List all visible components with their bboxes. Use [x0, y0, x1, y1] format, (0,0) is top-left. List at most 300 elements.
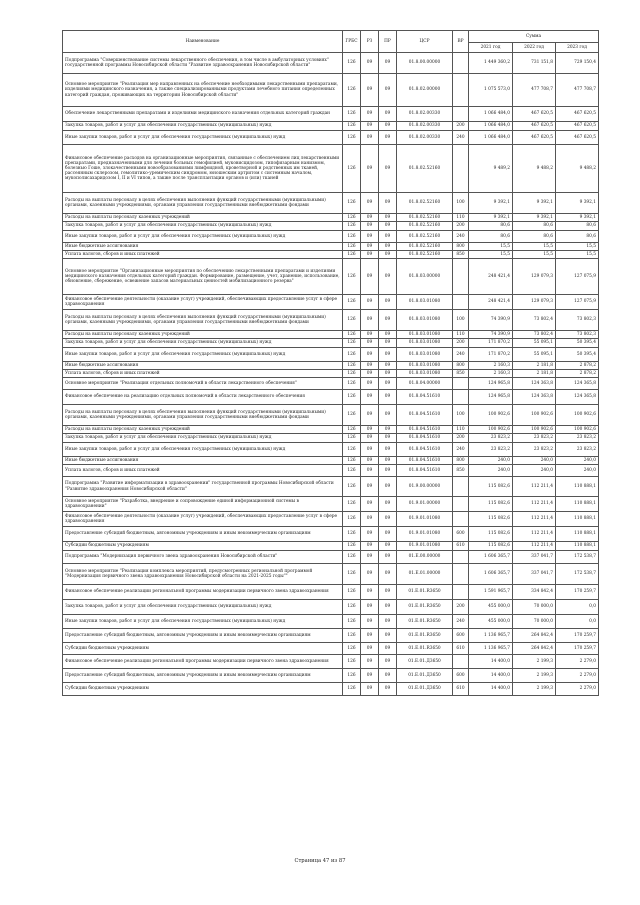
row-vr: 850	[453, 251, 469, 259]
row-grbs: 126	[343, 378, 361, 390]
row-sum-2021: 1 066 484,0	[469, 122, 513, 131]
row-grbs: 126	[343, 527, 361, 542]
row-csr: 01.8.04.51610	[397, 405, 453, 426]
row-name: Иные закупки товаров, работ и услуг для обеспечения государственных (муниципальных) нужд	[63, 131, 343, 145]
row-csr: 01.8.03.01080	[397, 310, 453, 331]
row-grbs: 126	[343, 131, 361, 145]
row-sum-2022: 55 095,1	[513, 339, 556, 348]
row-sum-2023: 729 150,4	[556, 53, 599, 74]
table-row	[63, 465, 599, 477]
row-vr	[453, 512, 469, 527]
row-csr: 01.8.03.01080	[397, 295, 453, 310]
col-header-vr: ВР	[453, 31, 469, 53]
row-sum-2021: 1 136 965,7	[469, 643, 513, 655]
row-rz: 09	[361, 53, 379, 74]
table-row	[63, 310, 599, 331]
row-pr: 09	[379, 655, 397, 669]
row-sum-2023: 0,0	[556, 615, 599, 629]
row-rz: 09	[361, 259, 379, 295]
row-csr: 01.Е.01.R3650	[397, 600, 453, 615]
row-grbs: 126	[343, 615, 361, 629]
row-sum-2021: 124 965,8	[469, 378, 513, 390]
table-row	[63, 477, 599, 497]
row-name: Расходы на выплаты персоналу в целях обеспечения выполнения функций государственными (муниципальными) органами, казенными учреждениями, органами управления государственными внебюджетными фондами	[63, 310, 343, 331]
row-sum-2022: 477 708,7	[513, 74, 556, 107]
row-csr: 01.8.02.52160	[397, 231, 453, 243]
row-vr	[453, 477, 469, 497]
row-csr: 01.8.03.01080	[397, 348, 453, 362]
row-sum-2021: 80,6	[469, 231, 513, 243]
row-sum-2023: 467 620,5	[556, 107, 599, 122]
row-name: Основное мероприятие "Организационные мероприятия по обеспечению лекарственными препаратами и изделиями медицинского назначения отдельных категорий граждан. Формирование, размещение, учет, хранение, использование, обновление, сбережение, освежение запасов материальных ценностей мобилизационного резерва"	[63, 259, 343, 295]
table-row	[63, 542, 599, 551]
row-sum-2021: 115 082,6	[469, 512, 513, 527]
row-sum-2022: 467 620,5	[513, 122, 556, 131]
table-row	[63, 405, 599, 426]
row-sum-2023: 110 888,1	[556, 497, 599, 512]
row-sum-2023: 240,0	[556, 457, 599, 465]
row-rz: 09	[361, 542, 379, 551]
row-grbs: 126	[343, 434, 361, 443]
row-sum-2022: 112 211,4	[513, 497, 556, 512]
table-row	[63, 457, 599, 465]
row-csr: 01.9.01.00000	[397, 497, 453, 512]
row-sum-2021: 23 823,2	[469, 443, 513, 457]
row-sum-2022: 467 620,5	[513, 107, 556, 122]
row-rz: 09	[361, 390, 379, 405]
row-sum-2021: 14 400,0	[469, 683, 513, 696]
row-csr: 01.9.00.00000	[397, 477, 453, 497]
row-grbs: 126	[343, 310, 361, 331]
row-pr: 09	[379, 362, 397, 370]
row-csr: 01.8.03.01080	[397, 370, 453, 378]
row-rz: 09	[361, 643, 379, 655]
row-rz: 09	[361, 512, 379, 527]
row-sum-2023: 467 620,5	[556, 122, 599, 131]
row-grbs: 126	[343, 251, 361, 259]
row-vr: 800	[453, 243, 469, 251]
row-pr: 09	[379, 145, 397, 193]
row-sum-2022: 334 842,4	[513, 585, 556, 600]
row-csr: 01.8.04.51610	[397, 390, 453, 405]
row-sum-2021: 1 075 573,0	[469, 74, 513, 107]
row-sum-2022: 112 211,4	[513, 477, 556, 497]
row-rz: 09	[361, 74, 379, 107]
table-row	[63, 527, 599, 542]
row-sum-2021: 171 870,2	[469, 339, 513, 348]
table-row	[63, 443, 599, 457]
row-pr: 09	[379, 512, 397, 527]
row-csr: 01.8.04.51610	[397, 443, 453, 457]
row-grbs: 126	[343, 465, 361, 477]
row-csr: 01.8.02.00330	[397, 122, 453, 131]
row-sum-2021: 14 400,0	[469, 669, 513, 683]
row-pr: 09	[379, 251, 397, 259]
row-vr: 800	[453, 362, 469, 370]
row-sum-2021: 1 449 360,2	[469, 53, 513, 74]
row-sum-2022: 112 211,4	[513, 512, 556, 527]
row-sum-2023: 170 259,7	[556, 585, 599, 600]
row-pr: 09	[379, 193, 397, 214]
row-csr: 01.Е.00.00000	[397, 551, 453, 564]
row-sum-2021: 23 823,2	[469, 434, 513, 443]
row-sum-2023: 172 538,7	[556, 564, 599, 585]
row-sum-2021: 1 591 965,7	[469, 585, 513, 600]
row-rz: 09	[361, 370, 379, 378]
table-row	[63, 564, 599, 585]
row-vr: 110	[453, 214, 469, 222]
row-csr: 01.8.02.00330	[397, 107, 453, 122]
row-sum-2021: 9 392,1	[469, 214, 513, 222]
row-vr: 200	[453, 339, 469, 348]
table-row	[63, 131, 599, 145]
row-sum-2021: 100 902,6	[469, 405, 513, 426]
row-sum-2022: 264 842,4	[513, 643, 556, 655]
table-row	[63, 74, 599, 107]
row-pr: 09	[379, 390, 397, 405]
row-grbs: 126	[343, 426, 361, 434]
table-body	[63, 53, 599, 696]
table-row	[63, 615, 599, 629]
row-pr: 09	[379, 564, 397, 585]
row-sum-2023: 9 392,1	[556, 214, 599, 222]
row-vr	[453, 390, 469, 405]
row-grbs: 126	[343, 145, 361, 193]
row-sum-2022: 23 823,2	[513, 443, 556, 457]
row-sum-2023: 127 075,9	[556, 295, 599, 310]
row-name: Уплата налогов, сборов и иных платежей	[63, 251, 343, 259]
row-csr: 01.8.02.52160	[397, 145, 453, 193]
row-name: Финансовое обеспечение расходов на организационные мероприятия, связанные с обеспечением лиц лекарственными препаратами, предназначенными для лечения больных гемофилией, муковисцидозом, гипофизарным нанизмом, болезнью Гоше, злокачественными новообразованиями лимфоидной, кроветворной и родственных им тканей, рассеянным склерозом, гемолитико-уремическим синдромом, юношеским артритом с системным началом, мукополисахаридозом I, II и VI типов, а также после трансплантации органов и (или) тканей	[63, 145, 343, 193]
col-header-rz: РЗ	[361, 31, 379, 53]
row-sum-2022: 9 392,1	[513, 193, 556, 214]
row-grbs: 126	[343, 222, 361, 231]
row-sum-2022: 337 041,7	[513, 564, 556, 585]
row-grbs: 126	[343, 231, 361, 243]
row-rz: 09	[361, 107, 379, 122]
table-row	[63, 331, 599, 339]
row-vr: 240	[453, 231, 469, 243]
row-grbs: 126	[343, 457, 361, 465]
row-rz: 09	[361, 310, 379, 331]
row-pr: 09	[379, 214, 397, 222]
row-pr: 09	[379, 551, 397, 564]
row-csr: 01.8.02.52160	[397, 214, 453, 222]
row-vr: 600	[453, 629, 469, 643]
row-sum-2022: 73 802,4	[513, 310, 556, 331]
row-rz: 09	[361, 434, 379, 443]
row-sum-2022: 55 095,1	[513, 348, 556, 362]
row-vr	[453, 74, 469, 107]
row-sum-2022: 100 902,6	[513, 426, 556, 434]
row-pr: 09	[379, 542, 397, 551]
row-name: Расходы на выплаты персоналу казенных учреждений	[63, 331, 343, 339]
col-header-pr: ПР	[379, 31, 397, 53]
row-sum-2021: 115 082,6	[469, 542, 513, 551]
col-header-sum: Сумма	[469, 31, 599, 43]
row-csr: 01.Е.01.Д3650	[397, 683, 453, 696]
row-sum-2022: 2 199,3	[513, 669, 556, 683]
col-header-2022: 2022 год	[513, 43, 556, 53]
row-name: Подпрограмма "Совершенствование системы лекарственного обеспечения, в том числе в амбулаторных условиях" государственной программы Новосибирской области "Развитие здравоохранения Новосибирской области"	[63, 53, 343, 74]
row-sum-2023: 100 902,6	[556, 405, 599, 426]
budget-table	[62, 30, 599, 696]
row-sum-2023: 2 878,2	[556, 362, 599, 370]
col-header-2023: 2023 год	[556, 43, 599, 53]
row-csr: 01.8.03.01080	[397, 331, 453, 339]
row-csr: 01.Е.01.00000	[397, 564, 453, 585]
row-vr: 100	[453, 193, 469, 214]
page-number: Страница 47 из 87	[294, 858, 346, 864]
col-header-name: Наименование	[63, 31, 343, 53]
row-sum-2022: 129 079,3	[513, 295, 556, 310]
table-row	[63, 107, 599, 122]
row-pr: 09	[379, 74, 397, 107]
row-name: Основное мероприятие "Реализация отдельных полномочий в области лекарственного обеспечения"	[63, 378, 343, 390]
row-name: Иные закупки товаров, работ и услуг для обеспечения государственных (муниципальных) нужд	[63, 231, 343, 243]
row-sum-2021: 248 421,4	[469, 259, 513, 295]
row-sum-2023: 9 392,1	[556, 193, 599, 214]
row-pr: 09	[379, 231, 397, 243]
row-name: Закупка товаров, работ и услуг для обеспечения государственных (муниципальных) нужд	[63, 339, 343, 348]
row-rz: 09	[361, 339, 379, 348]
row-name: Основное мероприятие "Реализация комплекса мероприятий, предусмотренных региональной программой "Модернизация первичного звена здравоохранения Новосибирской области на 2021-2025 годы""	[63, 564, 343, 585]
row-sum-2022: 240,0	[513, 465, 556, 477]
row-sum-2022: 70 000,0	[513, 600, 556, 615]
row-pr: 09	[379, 370, 397, 378]
row-grbs: 126	[343, 600, 361, 615]
row-grbs: 126	[343, 551, 361, 564]
row-pr: 09	[379, 131, 397, 145]
row-pr: 09	[379, 683, 397, 696]
row-rz: 09	[361, 222, 379, 231]
row-grbs: 126	[343, 629, 361, 643]
row-vr: 610	[453, 643, 469, 655]
row-csr: 01.8.03.00000	[397, 259, 453, 295]
row-sum-2022: 2 181,8	[513, 362, 556, 370]
row-name: Финансовое обеспечение реализации региональной программы модернизации первичного звена здравоохранения	[63, 655, 343, 669]
row-vr: 240	[453, 443, 469, 457]
row-sum-2022: 112 211,4	[513, 542, 556, 551]
table-row	[63, 600, 599, 615]
row-sum-2022: 23 823,2	[513, 434, 556, 443]
row-name: Субсидии бюджетным учреждениям	[63, 542, 343, 551]
row-rz: 09	[361, 465, 379, 477]
row-name: Иные бюджетные ассигнования	[63, 457, 343, 465]
row-csr: 01.8.00.00000	[397, 53, 453, 74]
row-pr: 09	[379, 53, 397, 74]
row-rz: 09	[361, 457, 379, 465]
row-sum-2021: 74 390,9	[469, 331, 513, 339]
row-rz: 09	[361, 497, 379, 512]
row-rz: 09	[361, 629, 379, 643]
row-rz: 09	[361, 348, 379, 362]
row-sum-2023: 170 259,7	[556, 629, 599, 643]
row-sum-2021: 240,0	[469, 457, 513, 465]
row-sum-2023: 2 279,0	[556, 669, 599, 683]
row-csr: 01.8.02.00000	[397, 74, 453, 107]
row-sum-2023: 2 279,0	[556, 655, 599, 669]
row-rz: 09	[361, 131, 379, 145]
row-grbs: 126	[343, 362, 361, 370]
row-sum-2021: 1 066 484,0	[469, 131, 513, 145]
row-name: Расходы на выплаты персоналу казенных учреждений	[63, 426, 343, 434]
row-csr: 01.Е.01.R3650	[397, 615, 453, 629]
row-rz: 09	[361, 331, 379, 339]
row-sum-2021: 80,6	[469, 222, 513, 231]
row-vr: 610	[453, 683, 469, 696]
col-header-grbs: ГРБС	[343, 31, 361, 53]
row-name: Расходы на выплаты персоналу казенных учреждений	[63, 214, 343, 222]
row-rz: 09	[361, 600, 379, 615]
row-grbs: 126	[343, 370, 361, 378]
table-row	[63, 348, 599, 362]
row-vr: 240	[453, 131, 469, 145]
row-sum-2023: 23 823,2	[556, 443, 599, 457]
row-name: Расходы на выплаты персоналу в целях обеспечения выполнения функций государственными (муниципальными) органами, казенными учреждениями, органами управления государственными внебюджетными фондами	[63, 193, 343, 214]
row-sum-2023: 50 395,4	[556, 348, 599, 362]
row-name: Основное мероприятие "Реализация мер направленных на обеспечение необходимыми лекарственными препаратами, изделиями медицинского назначения, а также специализированными продуктами лечебного питания определенных категорий граждан, проживающих на территории Новосибирской области"	[63, 74, 343, 107]
row-sum-2023: 2 878,2	[556, 370, 599, 378]
row-name: Подпрограмма "Развитие информатизации в здравоохранении" государственной программы Новосибирской области "Развитие здравоохранения Новосибирской области"	[63, 477, 343, 497]
row-sum-2023: 0,0	[556, 600, 599, 615]
row-pr: 09	[379, 426, 397, 434]
row-grbs: 126	[343, 405, 361, 426]
row-pr: 09	[379, 600, 397, 615]
row-vr: 100	[453, 310, 469, 331]
row-vr: 600	[453, 669, 469, 683]
row-pr: 09	[379, 477, 397, 497]
row-sum-2023: 15,5	[556, 251, 599, 259]
row-pr: 09	[379, 443, 397, 457]
row-rz: 09	[361, 551, 379, 564]
row-name: Предоставление субсидий бюджетным, автономным учреждениям и иным некоммерческим организациям	[63, 629, 343, 643]
row-name: Подпрограмма "Модернизация первичного звена здравоохранения Новосибирской области"	[63, 551, 343, 564]
row-grbs: 126	[343, 295, 361, 310]
row-pr: 09	[379, 222, 397, 231]
row-grbs: 126	[343, 331, 361, 339]
row-grbs: 126	[343, 214, 361, 222]
row-sum-2021: 455 000,0	[469, 600, 513, 615]
table-row	[63, 231, 599, 243]
row-sum-2021: 124 965,8	[469, 390, 513, 405]
row-sum-2022: 15,5	[513, 243, 556, 251]
row-vr	[453, 107, 469, 122]
row-pr: 09	[379, 310, 397, 331]
row-sum-2022: 100 902,6	[513, 405, 556, 426]
row-sum-2021: 171 870,2	[469, 348, 513, 362]
row-name: Основное мероприятие "Разработка, внедрение и сопровождение единой информационной системы в здравоохранении"	[63, 497, 343, 512]
table-row	[63, 214, 599, 222]
table-row	[63, 669, 599, 683]
row-sum-2022: 467 620,5	[513, 131, 556, 145]
row-pr: 09	[379, 348, 397, 362]
row-vr: 200	[453, 122, 469, 131]
row-sum-2022: 80,6	[513, 231, 556, 243]
row-csr: 01.9.01.01080	[397, 512, 453, 527]
row-sum-2023: 9 488,2	[556, 145, 599, 193]
row-grbs: 126	[343, 497, 361, 512]
row-name: Иные закупки товаров, работ и услуг для обеспечения государственных (муниципальных) нужд	[63, 443, 343, 457]
row-sum-2022: 9 488,2	[513, 145, 556, 193]
row-csr: 01.9.01.01080	[397, 542, 453, 551]
row-sum-2023: 73 802,3	[556, 331, 599, 339]
row-sum-2022: 15,5	[513, 251, 556, 259]
row-pr: 09	[379, 585, 397, 600]
row-csr: 01.8.04.51610	[397, 457, 453, 465]
row-pr: 09	[379, 107, 397, 122]
row-rz: 09	[361, 655, 379, 669]
row-vr	[453, 53, 469, 74]
row-name: Уплата налогов, сборов и иных платежей	[63, 465, 343, 477]
row-sum-2022: 264 842,4	[513, 629, 556, 643]
row-csr: 01.8.03.01080	[397, 362, 453, 370]
row-grbs: 126	[343, 669, 361, 683]
row-sum-2022: 80,6	[513, 222, 556, 231]
row-sum-2022: 112 211,4	[513, 527, 556, 542]
row-rz: 09	[361, 443, 379, 457]
row-grbs: 126	[343, 542, 361, 551]
row-name: Финансовое обеспечение на реализацию отдельных полномочий в области лекарственного обеспечения	[63, 390, 343, 405]
row-rz: 09	[361, 615, 379, 629]
table-row	[63, 295, 599, 310]
row-pr: 09	[379, 331, 397, 339]
col-header-csr: ЦСР	[397, 31, 453, 53]
row-sum-2021: 15,5	[469, 243, 513, 251]
row-sum-2022: 124 363,8	[513, 390, 556, 405]
row-grbs: 126	[343, 348, 361, 362]
row-grbs: 126	[343, 122, 361, 131]
row-vr	[453, 378, 469, 390]
row-sum-2023: 15,5	[556, 243, 599, 251]
row-grbs: 126	[343, 390, 361, 405]
row-sum-2023: 110 888,1	[556, 527, 599, 542]
row-vr: 110	[453, 331, 469, 339]
row-sum-2023: 110 888,1	[556, 542, 599, 551]
row-rz: 09	[361, 295, 379, 310]
row-pr: 09	[379, 629, 397, 643]
row-sum-2023: 110 888,1	[556, 512, 599, 527]
row-sum-2023: 172 538,7	[556, 551, 599, 564]
table-row	[63, 512, 599, 527]
table-row	[63, 390, 599, 405]
row-grbs: 126	[343, 655, 361, 669]
row-name: Иные бюджетные ассигнования	[63, 243, 343, 251]
row-sum-2021: 115 082,6	[469, 497, 513, 512]
table-row	[63, 339, 599, 348]
row-sum-2023: 2 279,0	[556, 683, 599, 696]
table-row	[63, 53, 599, 74]
row-grbs: 126	[343, 643, 361, 655]
row-vr: 600	[453, 527, 469, 542]
row-grbs: 126	[343, 477, 361, 497]
row-grbs: 126	[343, 683, 361, 696]
row-pr: 09	[379, 405, 397, 426]
row-csr: 01.8.03.01080	[397, 339, 453, 348]
row-rz: 09	[361, 231, 379, 243]
row-vr	[453, 551, 469, 564]
table-row	[63, 193, 599, 214]
row-pr: 09	[379, 259, 397, 295]
row-rz: 09	[361, 251, 379, 259]
row-rz: 09	[361, 122, 379, 131]
row-grbs: 126	[343, 585, 361, 600]
row-vr: 850	[453, 465, 469, 477]
table-row	[63, 683, 599, 696]
row-sum-2021: 100 902,6	[469, 426, 513, 434]
row-vr: 200	[453, 434, 469, 443]
row-rz: 09	[361, 405, 379, 426]
